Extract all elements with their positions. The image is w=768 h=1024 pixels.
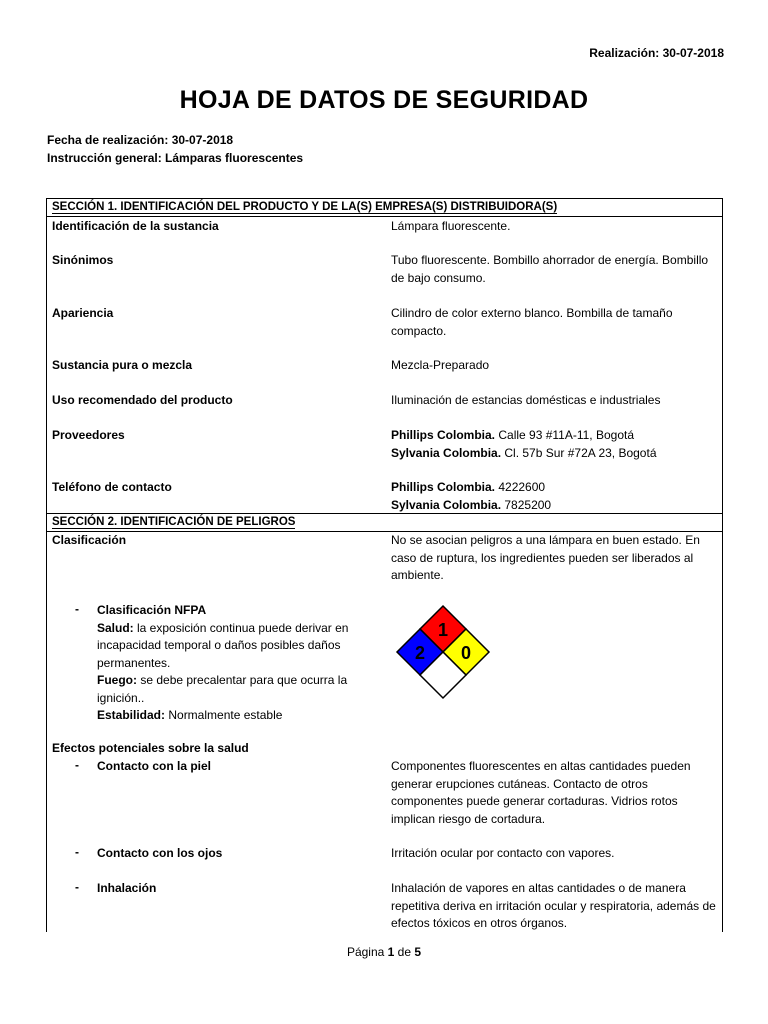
telefono-phillips bbox=[391, 479, 717, 497]
value-proveedores bbox=[391, 427, 717, 462]
efecto-ojos-bullet: - bbox=[75, 845, 79, 859]
value-contacto-piel: Componentes fluorescentes en altas cantidades pueden generar erupciones cutáneas. Contacto de otros componentes puede generar cortaduras. Vidrios rotos implican riesgo de cortadura. bbox=[391, 759, 691, 826]
nfpa-description bbox=[97, 602, 372, 725]
label-clasificacion: Clasificación bbox=[52, 533, 127, 547]
label-telefono: Teléfono de contacto bbox=[52, 480, 172, 494]
telefono-sylvania bbox=[391, 497, 717, 515]
nfpa-fire-rating: 1 bbox=[437, 620, 449, 640]
nfpa-estabilidad-text: Normalmente estable bbox=[165, 708, 283, 722]
section-1-heading bbox=[47, 199, 722, 217]
value-inhalacion: Inhalación de vapores en altas cantidades o de manera repetitiva deriva en irritación ocular y respiratoria, además de efectos tóxicos en otros órganos. bbox=[391, 881, 716, 930]
safety-data-table bbox=[46, 198, 723, 932]
nfpa-title: Clasificación NFPA bbox=[97, 603, 207, 617]
document-title: HOJA DE DATOS DE SEGURIDAD bbox=[179, 86, 589, 114]
value-sinonimos: Tubo fluorescente. Bombillo ahorrador de energía. Bombillo de bajo consumo. bbox=[391, 253, 709, 285]
nfpa-diamond bbox=[395, 604, 491, 700]
page-footer bbox=[0, 945, 768, 959]
section-1-heading-text: SECCIÓN 1. IDENTIFICACIÓN DEL PRODUCTO Y DE LA(S) EMPRESA(S) DISTRIBUIDORA(S) bbox=[52, 201, 558, 213]
nfpa-health-rating: 2 bbox=[414, 643, 426, 663]
value-uso: Iluminación de estancias domésticas e industriales bbox=[391, 393, 661, 407]
proveedor-sylvania-address: Cl. 57b Sur #72A 23, Bogotá bbox=[501, 445, 657, 460]
value-clasificacion: No se asocian peligros a una lámpara en buen estado. En caso de ruptura, los ingredientes pueden ser liberados al ambiente. bbox=[391, 533, 700, 582]
footer-of-word: de bbox=[394, 945, 415, 959]
proveedor-phillips-name: Phillips Colombia. bbox=[391, 428, 496, 442]
telefono-sylvania-name: Sylvania Colombia. bbox=[391, 497, 502, 512]
value-identificacion: Lámpara fluorescente. bbox=[391, 219, 511, 233]
section-2-heading bbox=[47, 513, 722, 532]
efecto-piel-bullet: - bbox=[75, 758, 79, 772]
footer-page-number: 1 bbox=[387, 945, 395, 959]
label-efectos: Efectos potenciales sobre la salud bbox=[52, 741, 249, 755]
footer-page-total: 5 bbox=[414, 945, 422, 959]
label-inhalacion: Inhalación bbox=[97, 881, 157, 895]
section-2-heading-text: SECCIÓN 2. IDENTIFICACIÓN DE PELIGROS bbox=[52, 516, 296, 528]
value-telefono bbox=[391, 479, 717, 514]
label-sinonimos: Sinónimos bbox=[52, 253, 114, 267]
nfpa-diamond-graphic bbox=[395, 604, 491, 700]
proveedor-phillips bbox=[391, 427, 717, 445]
label-contacto-piel: Contacto con la piel bbox=[97, 759, 212, 773]
nfpa-salud-label: Salud: bbox=[97, 620, 134, 635]
label-identificacion: Identificación de la sustancia bbox=[52, 219, 219, 233]
nfpa-salud bbox=[97, 620, 372, 673]
nfpa-fuego bbox=[97, 672, 372, 707]
nfpa-reactivity-rating: 0 bbox=[460, 643, 472, 663]
value-sustancia: Mezcla-Preparado bbox=[391, 358, 490, 372]
nfpa-fuego-label: Fuego: bbox=[97, 673, 137, 687]
proveedor-sylvania bbox=[391, 445, 717, 463]
value-contacto-ojos: Irritación ocular por contacto con vapores. bbox=[391, 846, 615, 860]
label-contacto-ojos: Contacto con los ojos bbox=[97, 846, 223, 860]
label-apariencia: Apariencia bbox=[52, 306, 114, 320]
telefono-sylvania-number: 7825200 bbox=[501, 497, 552, 512]
nfpa-salud-text: la exposición continua puede derivar en incapacidad temporal o daños posibles daños permanentes. bbox=[97, 620, 349, 670]
footer-page-word: Página bbox=[346, 945, 388, 959]
label-sustancia: Sustancia pura o mezcla bbox=[52, 358, 193, 372]
nfpa-estabilidad bbox=[97, 707, 372, 725]
telefono-phillips-number: 4222600 bbox=[495, 480, 546, 494]
nfpa-estabilidad-label: Estabilidad: bbox=[97, 708, 166, 722]
proveedor-phillips-address: Calle 93 #11A-11, Bogotá bbox=[495, 428, 634, 442]
proveedor-sylvania-name: Sylvania Colombia. bbox=[391, 445, 502, 460]
instruccion-general: Instrucción general: Lámparas fluorescentes bbox=[47, 151, 304, 165]
label-proveedores: Proveedores bbox=[52, 428, 125, 442]
telefono-phillips-name: Phillips Colombia. bbox=[391, 480, 496, 494]
efecto-inhalacion-bullet: - bbox=[75, 880, 79, 894]
value-apariencia: Cilindro de color externo blanco. Bombilla de tamaño compacto. bbox=[391, 306, 673, 338]
realization-date-header: Realización: 30-07-2018 bbox=[589, 46, 724, 60]
label-uso: Uso recomendado del producto bbox=[52, 393, 233, 407]
fecha-realizacion: Fecha de realización: 30-07-2018 bbox=[47, 133, 234, 147]
nfpa-bullet: - bbox=[75, 602, 79, 616]
nfpa-fuego-text: se debe precalentar para que ocurra la ignición.. bbox=[97, 673, 348, 705]
